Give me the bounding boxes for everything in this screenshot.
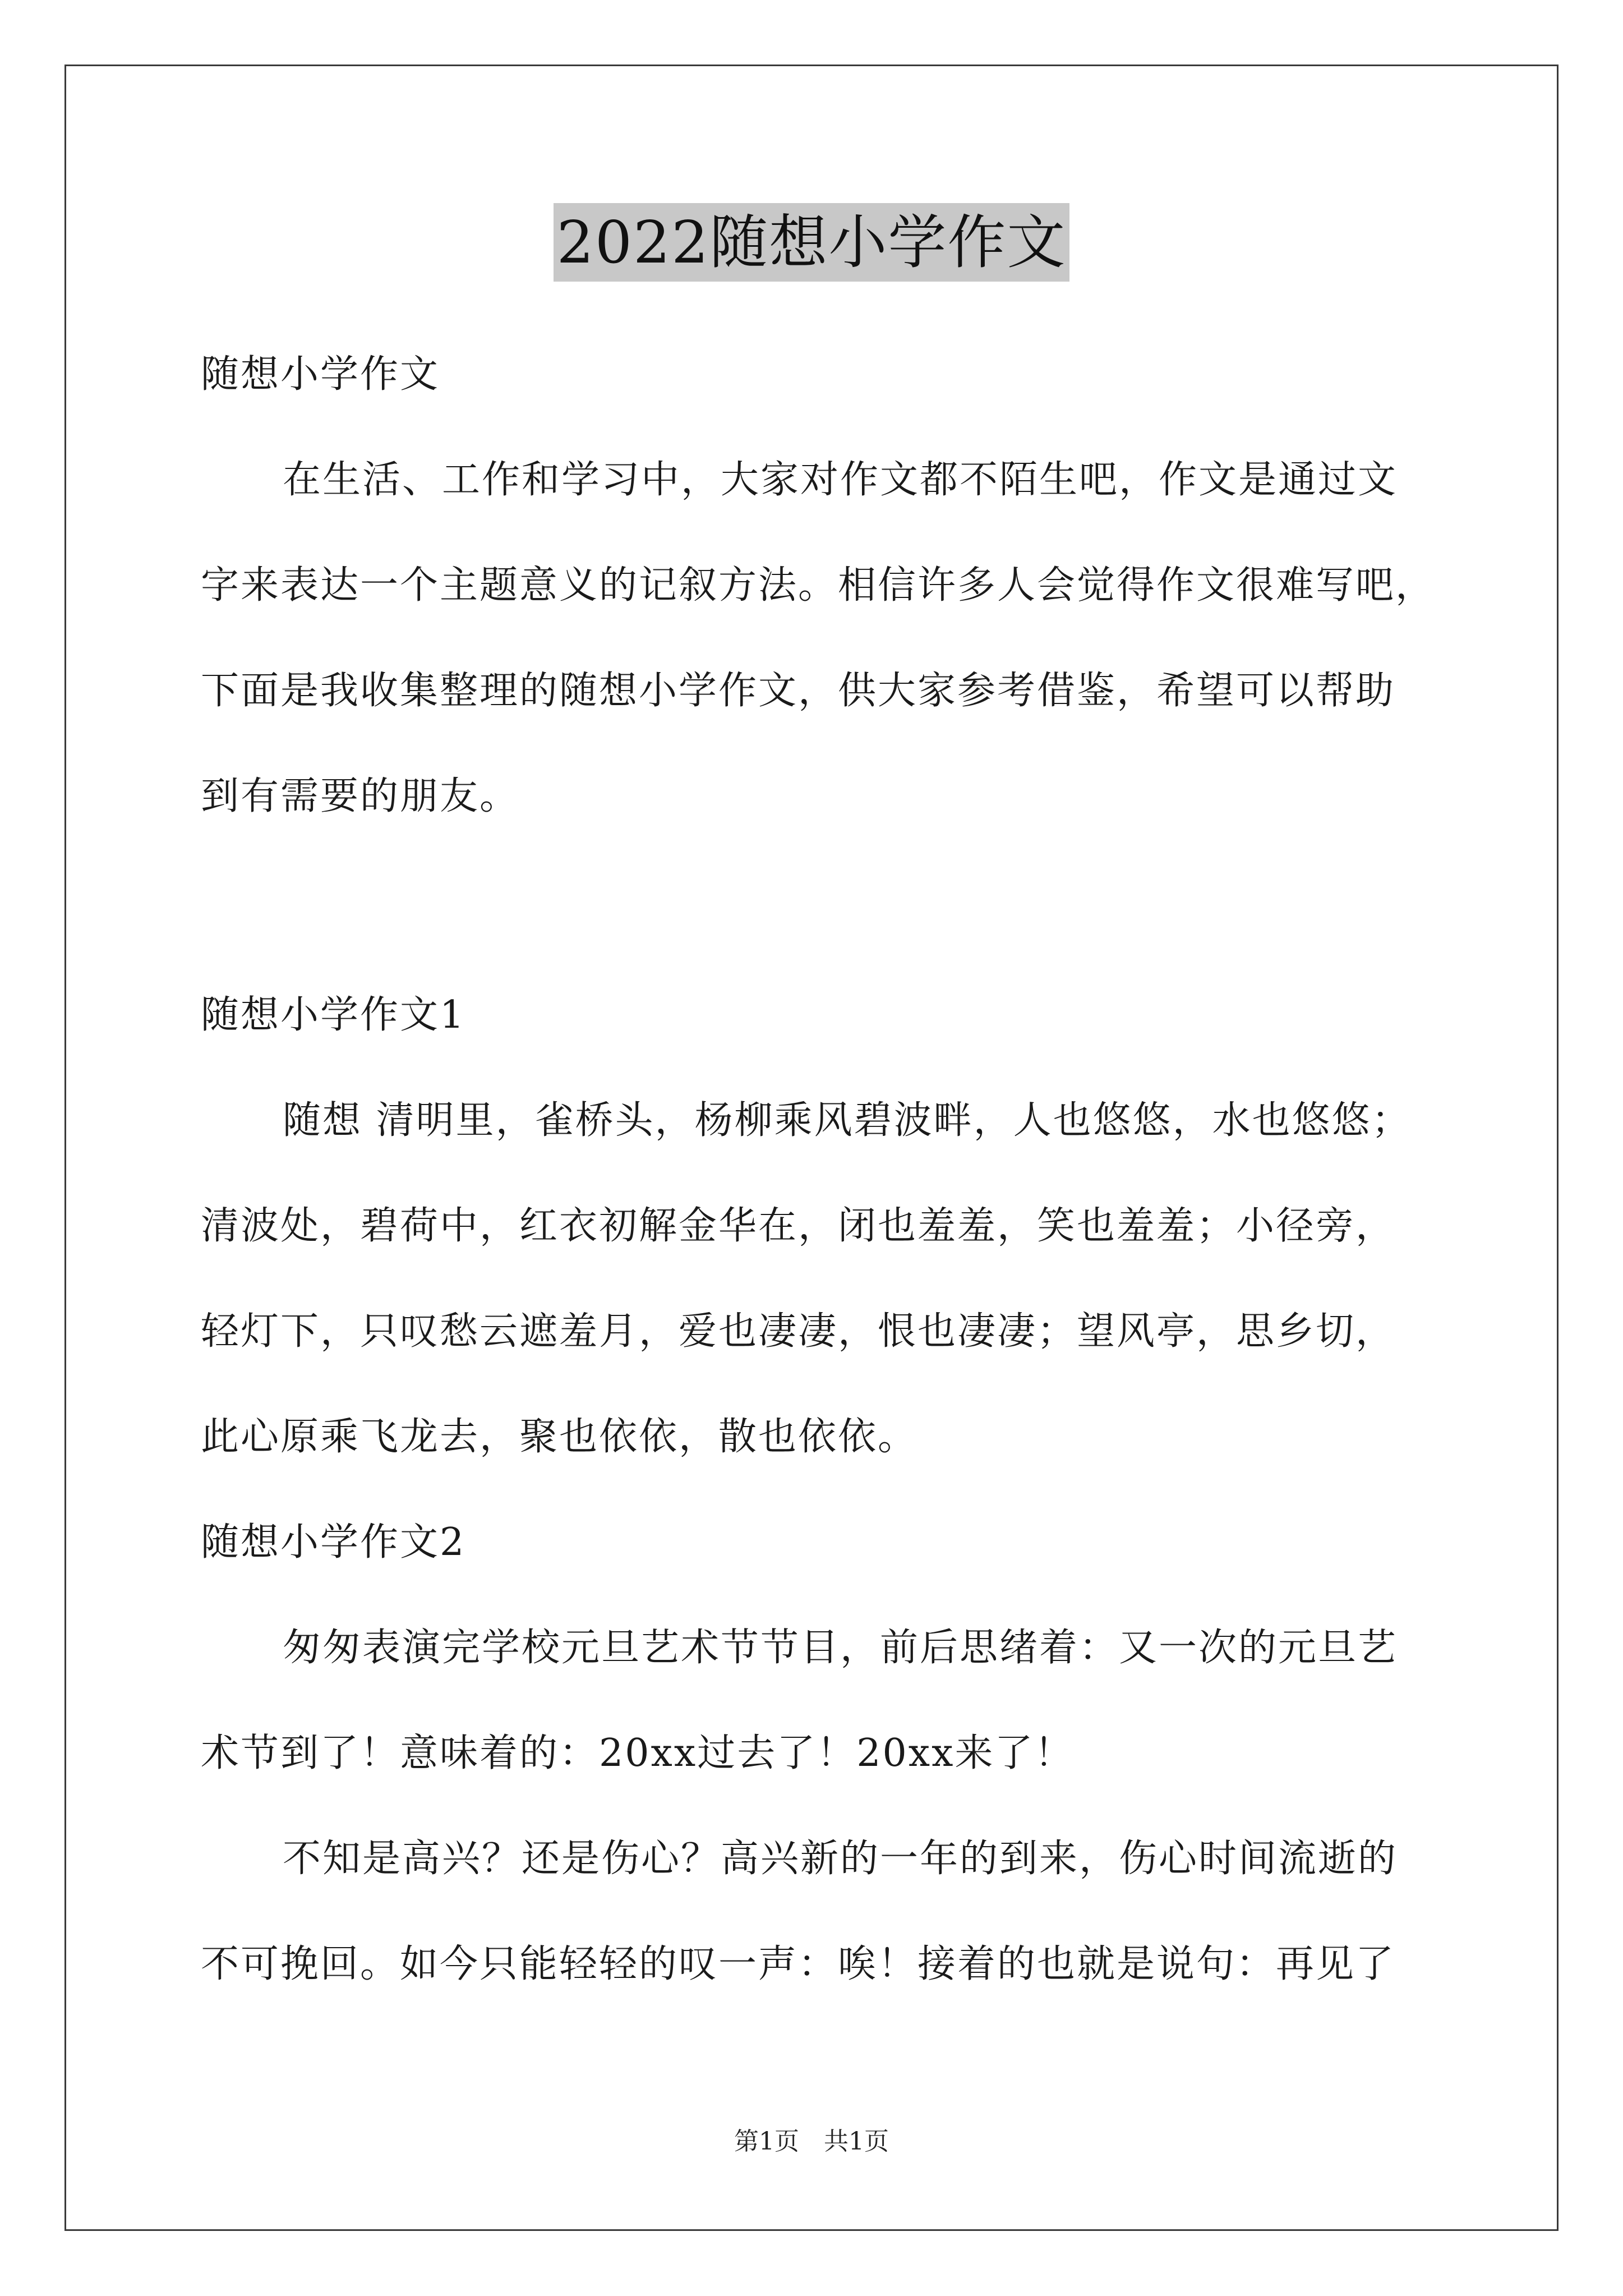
paragraph-line: 下面是我收集整理的随想小学作文，供大家参考借鉴，希望可以帮助 <box>201 669 1396 713</box>
paragraph-line: 随想 清明里，雀桥头，杨柳乘风碧波畔，人也悠悠，水也悠悠； <box>283 1098 1412 1143</box>
paragraph-line: 字来表达一个主题意义的记叙方法。相信许多人会觉得作文很难写吧， <box>201 563 1436 608</box>
paragraph-line: 在生活、工作和学习中，大家对作文都不陌生吧，作文是通过文 <box>283 458 1398 502</box>
paragraph-line: 术节到了！意味着的：20xx过去了！20xx来了！ <box>201 1731 1075 1775</box>
paragraph-line: 此心原乘飞龙去，聚也依依，散也依依。 <box>201 1415 918 1459</box>
paragraph-line: 清波处，碧荷中，红衣初解金华在，闭也羞羞，笑也羞羞；小径旁， <box>201 1204 1396 1248</box>
document-title: 2022随想小学作文 <box>554 203 1070 282</box>
paragraph-line: 不知是高兴？还是伤心？高兴新的一年的到来，伤心时间流逝的 <box>283 1837 1398 1881</box>
section-heading: 随想小学作文2 <box>201 1520 466 1565</box>
section-heading: 随想小学作文1 <box>201 993 466 1037</box>
paragraph-line: 不可挽回。如今只能轻轻的叹一声：唉！接着的也就是说句：再见了 <box>201 1942 1396 1986</box>
paragraph-line: 轻灯下，只叹愁云遮羞月，爱也凄凄，恨也凄凄；望风亭，思乡切， <box>201 1309 1396 1354</box>
paragraph-line: 到有需要的朋友。 <box>201 774 520 818</box>
page-number-footer: 第1页 共1页 <box>734 2127 889 2156</box>
paragraph-line: 匆匆表演完学校元旦艺术节节目，前后思绪着：又一次的元旦艺 <box>283 1626 1398 1670</box>
title-container <box>0 203 1623 282</box>
section-heading: 随想小学作文 <box>201 352 440 397</box>
